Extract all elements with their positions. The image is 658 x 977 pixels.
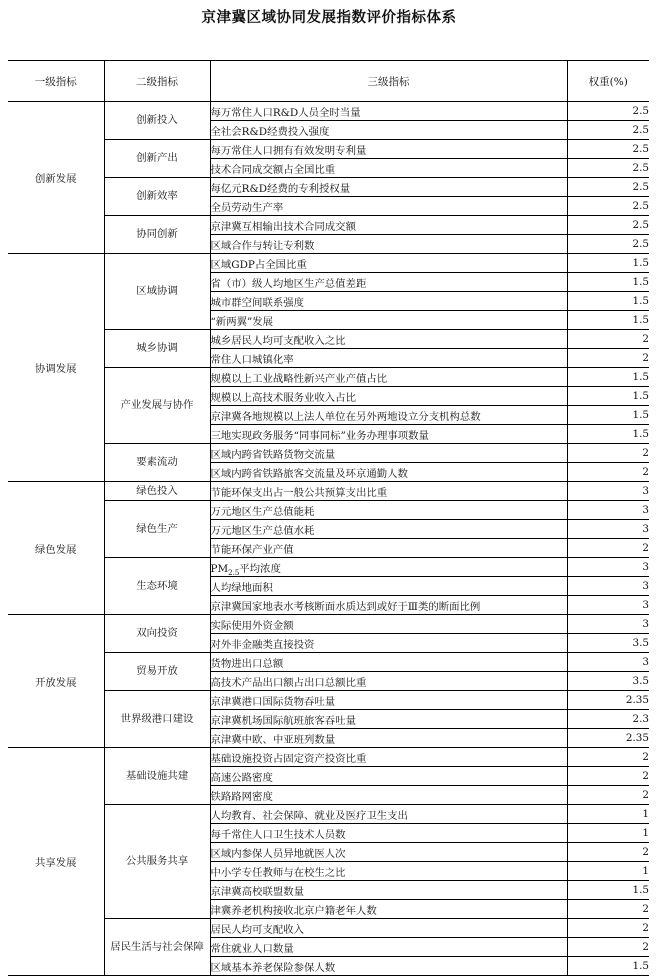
level3-cell: 京津冀互相输出技术合同成交额 xyxy=(210,216,567,235)
weight-cell: 2.5 xyxy=(567,102,649,121)
weight-cell: 2 xyxy=(567,349,649,368)
weight-cell: 2.35 xyxy=(567,691,649,710)
level3-cell: 京津冀各地规模以上法人单位在另外两地设立分支机构总数 xyxy=(210,406,567,425)
weight-cell: 1.5 xyxy=(567,406,649,425)
indicator-text: PM xyxy=(210,562,229,575)
level3-cell: 人均绿地面积 xyxy=(210,577,567,596)
level2-cell: 绿色投入 xyxy=(104,482,210,501)
level2-cell: 创新投入 xyxy=(104,102,210,140)
level3-cell: 区域合作与转让专利数 xyxy=(210,235,567,254)
level3-cell: 常住就业人口数量 xyxy=(210,938,567,957)
weight-cell: 2.5 xyxy=(567,140,649,159)
weight-cell: 2.5 xyxy=(567,197,649,216)
table-row xyxy=(8,501,649,520)
level3-cell: 中小学专任教师与在校生之比 xyxy=(210,862,567,881)
level3-cell: 实际使用外资金额 xyxy=(210,615,567,634)
weight-cell: 1.5 xyxy=(567,273,649,292)
level3-cell: 技术合同成交额占全国比重 xyxy=(210,159,567,178)
table-row xyxy=(8,444,649,463)
weight-cell: 3 xyxy=(567,577,649,596)
weight-cell: 1.5 xyxy=(567,368,649,387)
level3-cell: 节能环保支出占一般公共预算支出比重 xyxy=(210,482,567,501)
level2-cell: 创新效率 xyxy=(104,178,210,216)
weight-cell: 2.5 xyxy=(567,235,649,254)
level3-cell: 京津冀港口国际货物吞吐量 xyxy=(210,691,567,710)
level3-cell: 规模以上工业战略性新兴产业产值占比 xyxy=(210,368,567,387)
table-row xyxy=(8,691,649,710)
table-row xyxy=(8,216,649,235)
weight-cell: 1.5 xyxy=(567,881,649,900)
table-row xyxy=(8,368,649,387)
weight-cell: 2 xyxy=(567,748,649,767)
table-row xyxy=(8,919,649,938)
level3-cell: 居民人均可支配收入 xyxy=(210,919,567,938)
level3-cell: 城乡居民人均可支配收入之比 xyxy=(210,330,567,349)
weight-cell: 3 xyxy=(567,482,649,501)
table-row xyxy=(8,140,649,159)
weight-cell: 2 xyxy=(567,767,649,786)
weight-cell: 2 xyxy=(567,919,649,938)
level3-cell: 铁路路网密度 xyxy=(210,786,567,805)
level1-cell: 创新发展 xyxy=(8,102,104,254)
table-body xyxy=(8,102,649,976)
level3-cell: 基础设施投资占固定资产投资比重 xyxy=(210,748,567,767)
weight-cell: 2 xyxy=(567,900,649,919)
level3-cell: 京津冀机场国际航班旅客吞吐量 xyxy=(210,710,567,729)
level3-cell: 节能环保产业产值 xyxy=(210,539,567,558)
level2-cell: 贸易开放 xyxy=(104,653,210,691)
weight-cell: 2.5 xyxy=(567,178,649,197)
table-row xyxy=(8,178,649,197)
weight-cell: 2.35 xyxy=(567,729,649,748)
level2-cell: 协同创新 xyxy=(104,216,210,254)
weight-cell: 1 xyxy=(567,824,649,843)
weight-cell: 2 xyxy=(567,539,649,558)
level2-cell: 基础设施共建 xyxy=(104,748,210,805)
table-row xyxy=(8,615,649,634)
table-row xyxy=(8,330,649,349)
weight-cell: 3.5 xyxy=(567,672,649,691)
weight-cell: 3 xyxy=(567,558,649,577)
weight-cell: 3 xyxy=(567,596,649,615)
level2-cell: 公共服务共享 xyxy=(104,805,210,919)
weight-cell: 2.3 xyxy=(567,710,649,729)
level3-cell: 区域内跨省铁路旅客交流量及环京通勤人数 xyxy=(210,463,567,482)
level3-cell: 全社会R&D经费投入强度 xyxy=(210,121,567,140)
weight-cell: 1.5 xyxy=(567,311,649,330)
weight-cell: 1.5 xyxy=(567,254,649,273)
table-row xyxy=(8,102,649,121)
level3-cell: 城市群空间联系强度 xyxy=(210,292,567,311)
weight-cell: 1.5 xyxy=(567,387,649,406)
level2-cell: 创新产出 xyxy=(104,140,210,178)
weight-cell: 2 xyxy=(567,938,649,957)
page-title: 京津冀区域协同发展指数评价指标体系 xyxy=(201,10,457,26)
table-row xyxy=(8,254,649,273)
level2-cell: 世界级港口建设 xyxy=(104,691,210,748)
level2-cell: 区域协调 xyxy=(104,254,210,330)
weight-cell: 3 xyxy=(567,653,649,672)
weight-cell: 2.5 xyxy=(567,216,649,235)
level3-cell: 对外非金融类直接投资 xyxy=(210,634,567,653)
header-row xyxy=(8,61,649,102)
weight-cell: 2 xyxy=(567,463,649,482)
level1-cell: 开放发展 xyxy=(8,615,104,748)
weight-cell: 3 xyxy=(567,520,649,539)
table-row xyxy=(8,482,649,501)
level3-cell: 津冀养老机构接收北京户籍老年人数 xyxy=(210,900,567,919)
weight-cell: 1 xyxy=(567,805,649,824)
level3-cell: 规模以上高技术服务业收入占比 xyxy=(210,387,567,406)
level3-cell: 高技术产品出口额占出口总额比重 xyxy=(210,672,567,691)
table-row xyxy=(8,558,649,577)
weight-cell: 2.5 xyxy=(567,159,649,178)
weight-cell: 1.5 xyxy=(567,957,649,976)
level2-cell: 城乡协调 xyxy=(104,330,210,368)
level3-cell: 京津冀高校联盟数量 xyxy=(210,881,567,900)
weight-cell: 1.5 xyxy=(567,425,649,444)
weight-cell: 2 xyxy=(567,786,649,805)
weight-cell: 3 xyxy=(567,615,649,634)
level1-cell: 绿色发展 xyxy=(8,482,104,615)
level3-cell: 京津冀中欧、中亚班列数量 xyxy=(210,729,567,748)
weight-cell: 1.5 xyxy=(567,292,649,311)
level3-cell: 常住人口城镇化率 xyxy=(210,349,567,368)
level3-cell: 货物进出口总额 xyxy=(210,653,567,672)
weight-cell: 2 xyxy=(567,843,649,862)
level3-cell xyxy=(210,558,567,577)
level3-cell: 人均教育、社会保障、就业及医疗卫生支出 xyxy=(210,805,567,824)
level3-cell: 京津冀国家地表水考核断面水质达到或好于Ⅲ类的断面比例 xyxy=(210,596,567,615)
level2-cell: 双向投资 xyxy=(104,615,210,653)
level2-cell: 居民生活与社会保障 xyxy=(104,919,210,976)
level3-cell: 省（市）级人均地区生产总值差距 xyxy=(210,273,567,292)
level3-cell: “新两翼”发展 xyxy=(210,311,567,330)
weight-cell: 1 xyxy=(567,862,649,881)
level1-cell: 协调发展 xyxy=(8,254,104,482)
level3-cell: 每亿元R&D经费的专利授权量 xyxy=(210,178,567,197)
level3-cell: 万元地区生产总值水耗 xyxy=(210,520,567,539)
header-level2: 二级指标 xyxy=(104,61,210,102)
level3-cell: 区域基本养老保险参保人数 xyxy=(210,957,567,976)
level2-cell: 生态环境 xyxy=(104,558,210,615)
level3-cell: 三地实现政务服务“同事同标”业务办理事项数量 xyxy=(210,425,567,444)
level3-cell: 区域内跨省铁路货物交流量 xyxy=(210,444,567,463)
level2-cell: 绿色生产 xyxy=(104,501,210,558)
level3-cell: 区域内参保人员异地就医人次 xyxy=(210,843,567,862)
level2-cell: 产业发展与协作 xyxy=(104,368,210,444)
header-weight: 权重(%) xyxy=(567,61,649,102)
level3-cell: 每千常住人口卫生技术人员数 xyxy=(210,824,567,843)
header-level3: 三级指标 xyxy=(210,61,567,102)
table-row xyxy=(8,805,649,824)
indicator-subscript: 2.5 xyxy=(228,568,240,577)
level3-cell: 区域GDP占全国比重 xyxy=(210,254,567,273)
table-row xyxy=(8,653,649,672)
level2-cell: 要素流动 xyxy=(104,444,210,482)
indicator-text: 平均浓度 xyxy=(239,562,281,575)
level3-cell: 每万常住人口R&D人员全时当量 xyxy=(210,102,567,121)
level3-cell: 高速公路密度 xyxy=(210,767,567,786)
weight-cell: 2 xyxy=(567,444,649,463)
weight-cell: 3.5 xyxy=(567,634,649,653)
table-row xyxy=(8,748,649,767)
level3-cell: 全员劳动生产率 xyxy=(210,197,567,216)
level3-cell: 每万常住人口拥有有效发明专利量 xyxy=(210,140,567,159)
indicator-table xyxy=(8,60,649,976)
weight-cell: 3 xyxy=(567,501,649,520)
level1-cell: 共享发展 xyxy=(8,748,104,976)
header-level1: 一级指标 xyxy=(8,61,104,102)
level3-cell: 万元地区生产总值能耗 xyxy=(210,501,567,520)
weight-cell: 2.5 xyxy=(567,121,649,140)
weight-cell: 2 xyxy=(567,330,649,349)
